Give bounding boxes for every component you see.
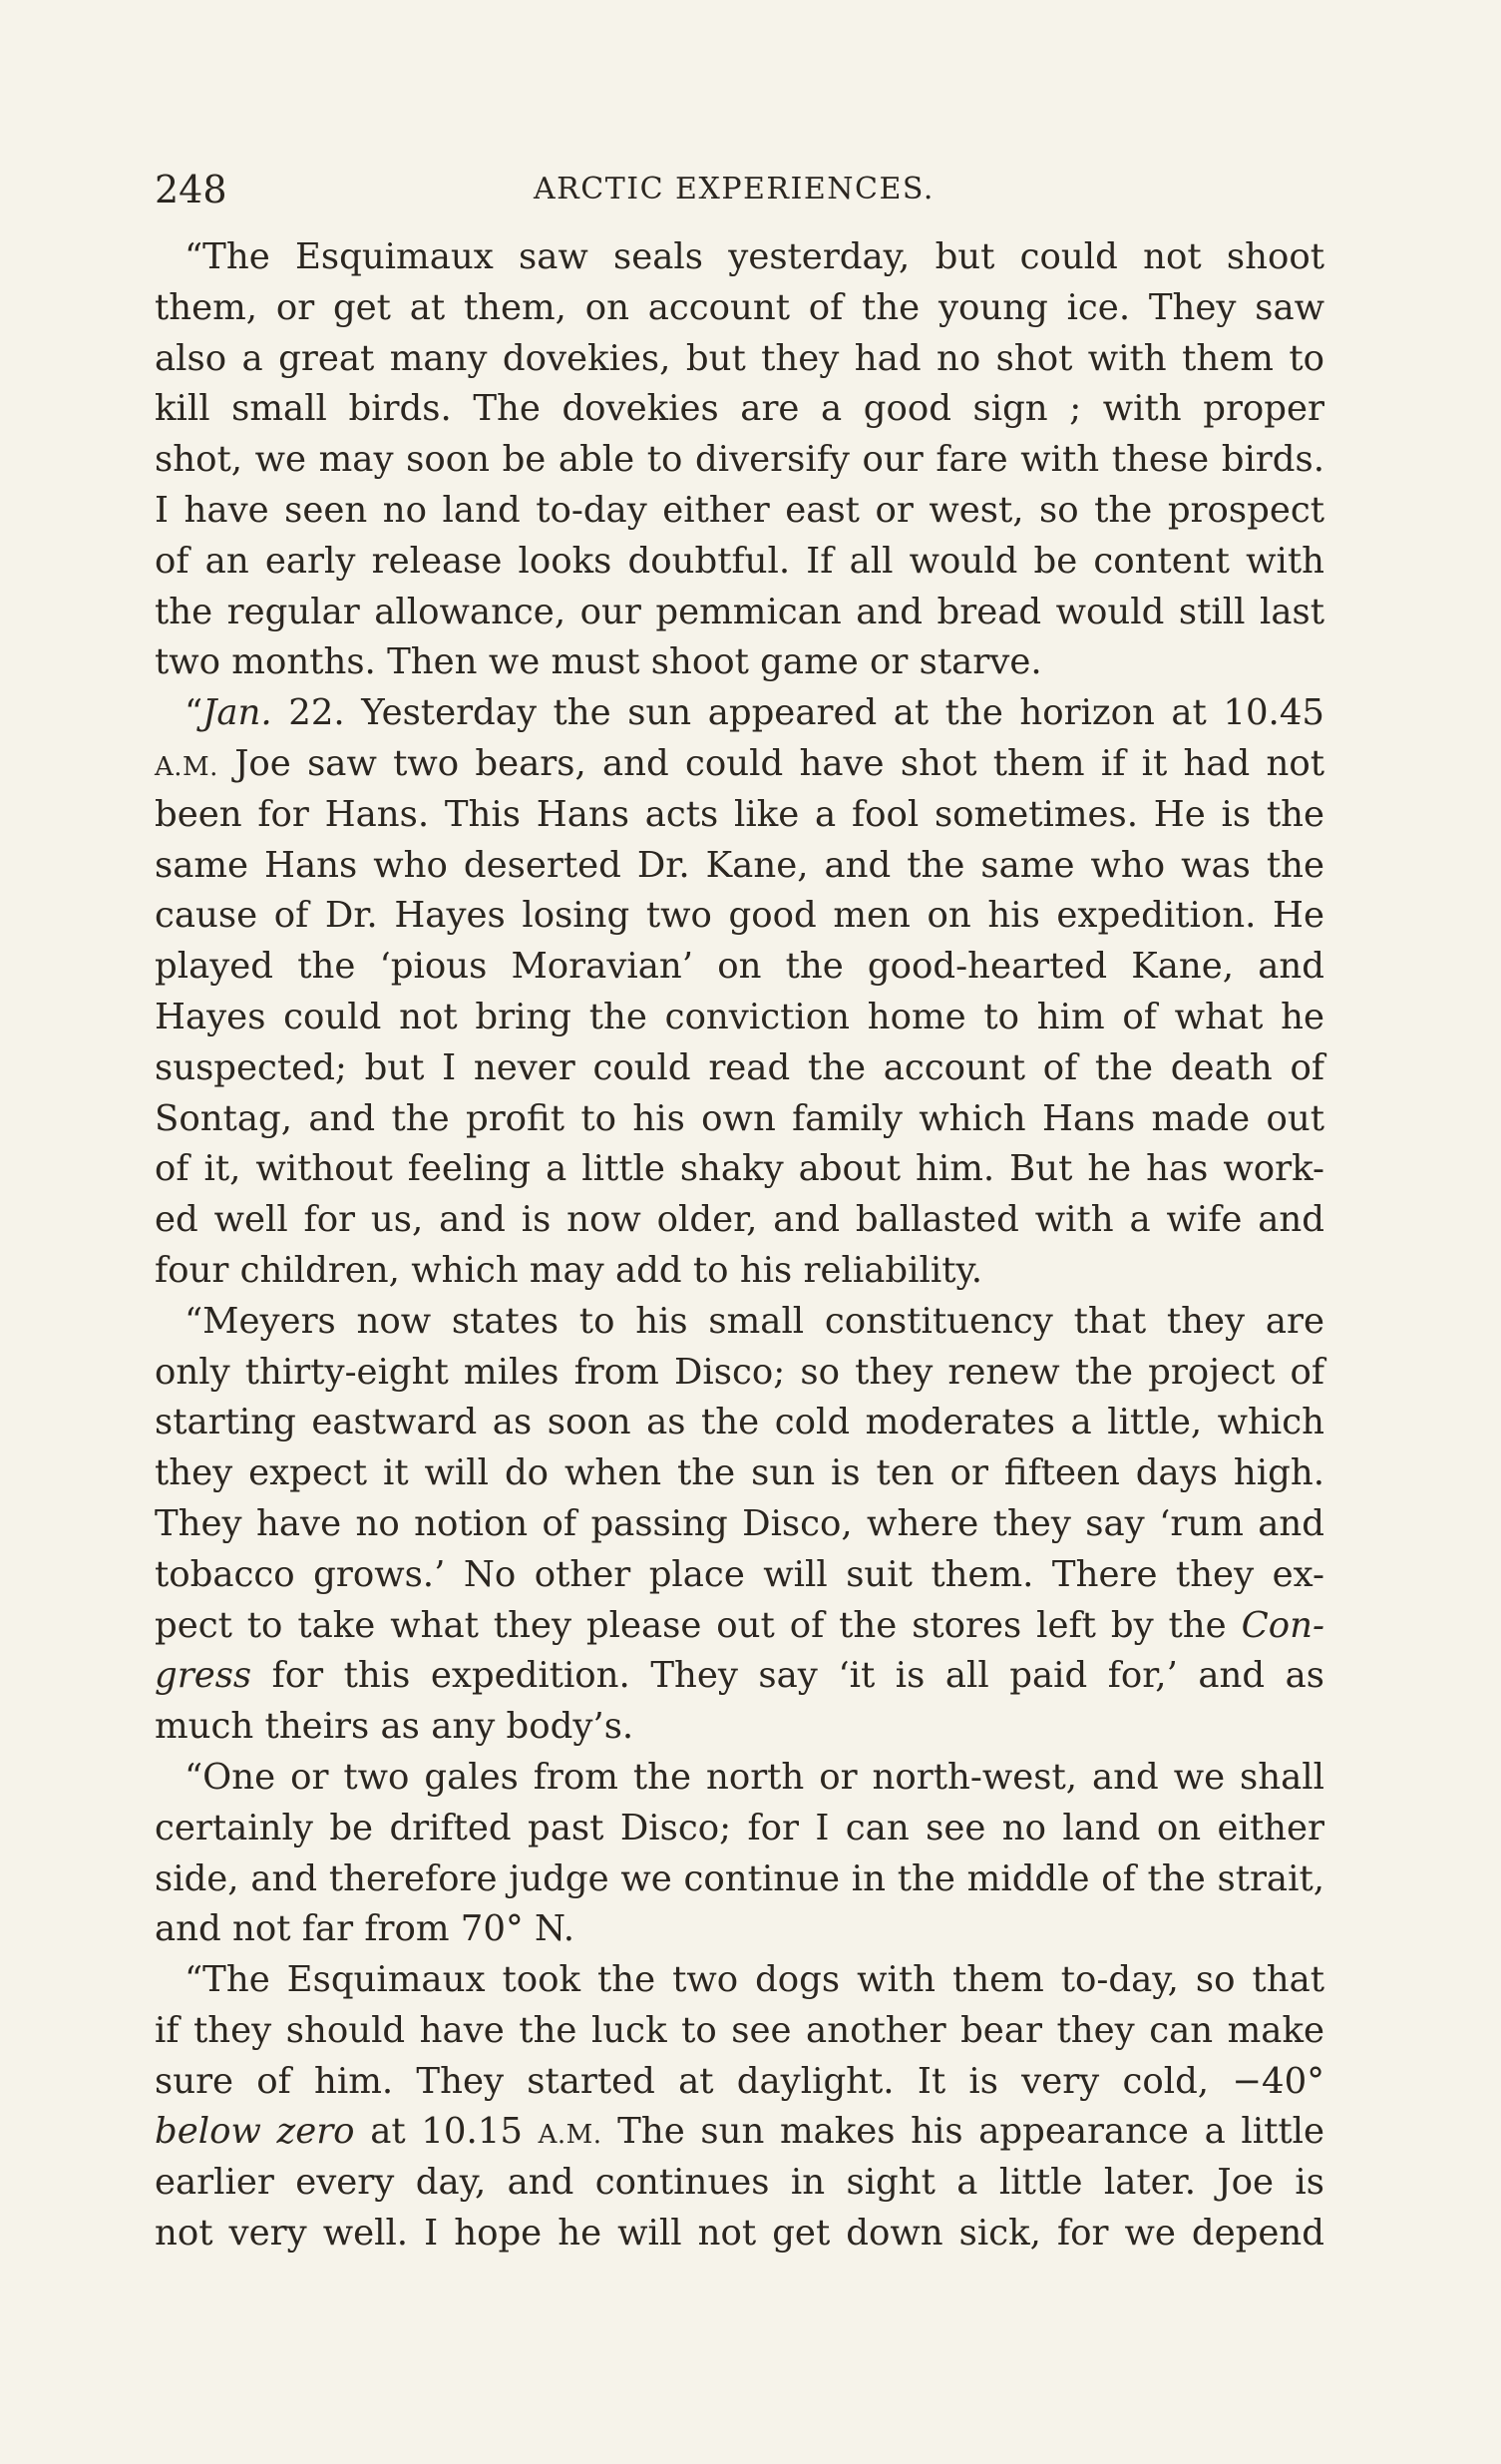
text-line: “Meyers now states to his small constituency that they are — [185, 1300, 1324, 1342]
text-line: of it, without feeling a little shaky about him. But he has work- — [155, 1148, 1324, 1190]
text-line: starting eastward as soon as the cold moderates a little, which — [155, 1402, 1324, 1443]
text-line: been for Hans. This Hans acts like a fool sometimes. He is the — [155, 793, 1324, 835]
text-line: not very well. I hope he will not get down sick, for we depend — [155, 2213, 1324, 2255]
body-text — [155, 232, 1324, 2259]
text-line: four children, which may add to his reliability. — [155, 1249, 983, 1291]
italic-text: gress — [155, 1655, 252, 1697]
text-line — [155, 1651, 1324, 1702]
text-segment: at 10.15 — [354, 2111, 539, 2153]
text-line: them, or get at them, on account of the young ice. They saw — [155, 286, 1324, 328]
text-line: much theirs as any body’s. — [155, 1706, 634, 1748]
running-title: ARCTIC EXPERIENCES. — [534, 172, 935, 206]
text-line — [155, 2107, 1324, 2158]
text-line — [155, 1601, 1324, 1652]
text-line: if they should have the luck to see another bear they can make — [155, 2009, 1324, 2051]
text-line: they expect it will do when the sun is ten or fifteen days high. — [155, 1452, 1324, 1494]
text-line: only thirty-eight miles from Disco; so they renew the project of — [155, 1351, 1324, 1393]
text-segment: Joe saw two bears, and could have shot them if it had not — [217, 742, 1324, 784]
text-line: also a great many dovekies, but they had no shot with them to — [155, 337, 1324, 379]
text-line: and not far from 70° N. — [155, 1908, 575, 1950]
text-line: kill small birds. The dovekies are a good sign ; with proper — [155, 388, 1324, 430]
text-segment: pect to take what they please out of the stores left by the — [155, 1604, 1242, 1646]
text-line: earlier every day, and continues in sight a little later. Joe is — [155, 2162, 1324, 2204]
text-line: same Hans who deserted Dr. Kane, and the same who was the — [155, 844, 1324, 886]
text-line — [155, 688, 1324, 739]
page-header — [155, 160, 1324, 219]
page-number: 248 — [155, 168, 227, 211]
text-line: played the ‘pious Moravian’ on the good-hearted Kane, and — [155, 946, 1324, 988]
text-line: the regular allowance, our pemmican and bread would still last — [155, 591, 1324, 632]
text-line: Sontag, and the profit to his own family which Hans made out — [155, 1097, 1324, 1139]
text-line: side, and therefore judge we continue in the middle of the strait, — [155, 1857, 1324, 1899]
text-line: They have no notion of passing Disco, where they say ‘rum and — [155, 1502, 1324, 1544]
small-caps-text: A.M. — [155, 751, 218, 782]
text-line: shot, we may soon be able to diversify our fare with these birds. — [155, 439, 1324, 481]
text-segment: for this expedition. They say ‘it is all paid for,’ and as — [251, 1655, 1324, 1697]
text-line: ed well for us, and is now older, and ballasted with a wife and — [155, 1199, 1324, 1241]
text-segment: “ — [185, 692, 203, 734]
text-line: Hayes could not bring the conviction home to him of what he — [155, 996, 1324, 1037]
text-line: tobacco grows.’ No other place will suit them. There they ex- — [155, 1553, 1324, 1595]
text-line: of an early release looks doubtful. If all would be content with — [155, 540, 1324, 582]
small-caps-text: A.M. — [538, 2120, 602, 2151]
italic-text: Con- — [1241, 1604, 1324, 1646]
italic-text: below zero — [155, 2111, 355, 2153]
text-line: certainly be drifted past Disco; for I can see no land on either — [155, 1807, 1324, 1848]
text-line: “The Esquimaux took the two dogs with them to-day, so that — [185, 1959, 1324, 2001]
text-line: “The Esquimaux saw seals yesterday, but could not shoot — [185, 236, 1324, 277]
text-segment: 22. Yesterday the sun appeared at the horizon at 10.45 — [271, 692, 1324, 734]
text-line: I have seen no land to-day either east or west, so the prospect — [155, 489, 1324, 531]
text-line: “One or two gales from the north or north-west, and we shall — [185, 1756, 1324, 1798]
italic-text: Jan. — [202, 692, 272, 734]
text-line: sure of him. They started at daylight. It is very cold, −40° — [155, 2060, 1324, 2102]
text-line: cause of Dr. Hayes losing two good men on his expedition. He — [155, 895, 1324, 937]
text-segment: The sun makes his appearance a little — [601, 2111, 1325, 2153]
text-line: two months. Then we must shoot game or starve. — [155, 641, 1042, 683]
text-line: suspected; but I never could read the account of the death of — [155, 1046, 1324, 1088]
text-line — [155, 739, 1324, 790]
